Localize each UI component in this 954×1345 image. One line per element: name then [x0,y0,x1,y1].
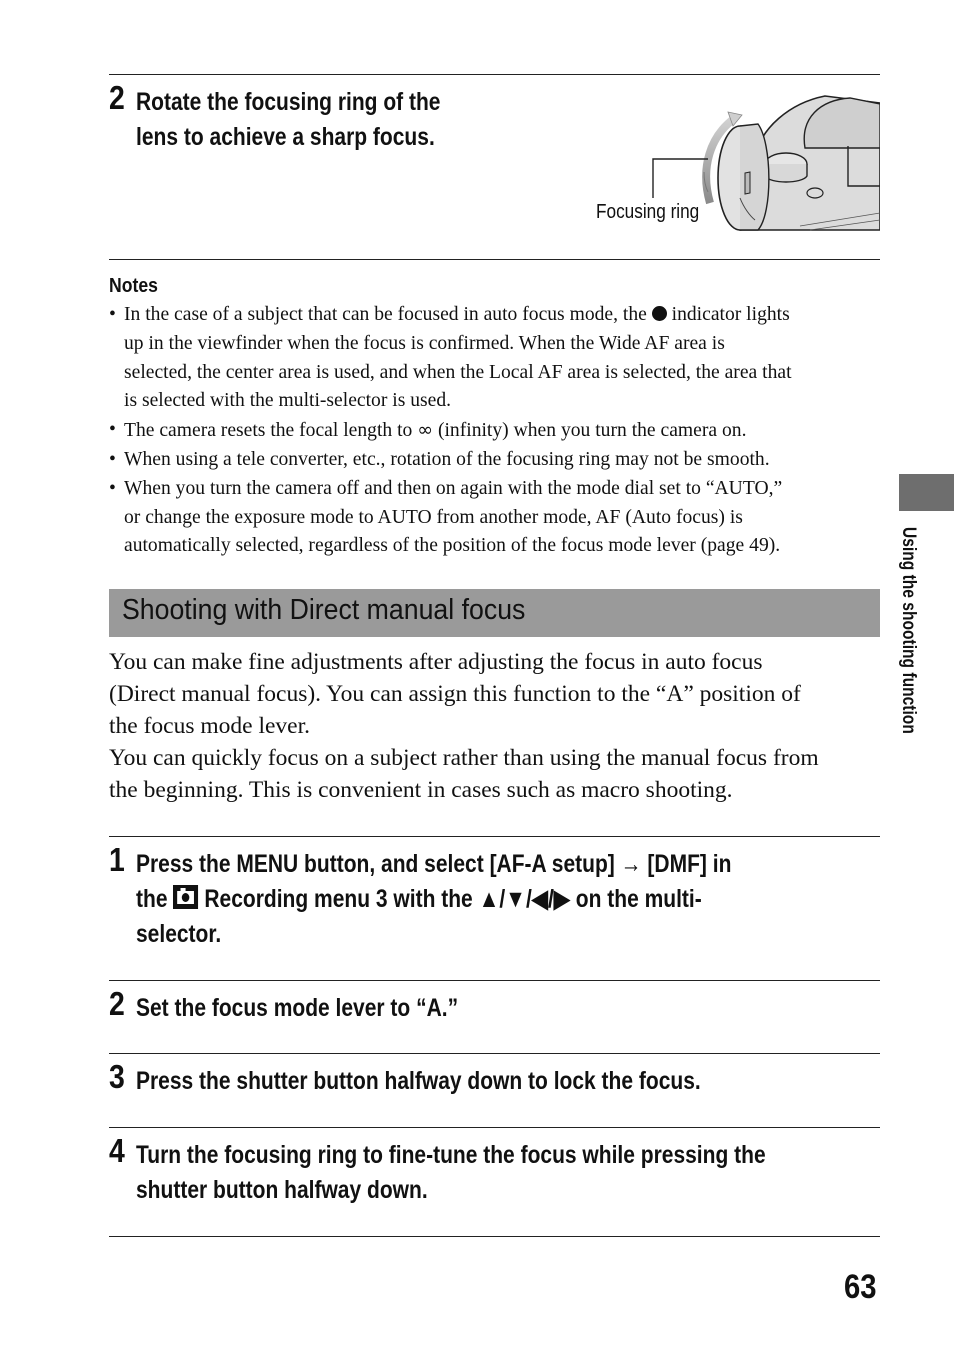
step-text-line1: Set the focus mode lever to “A.” [136,994,459,1022]
step-text-line3: selector. [136,920,222,948]
note-item [109,446,884,475]
step-number: 2 [109,985,125,1022]
paragraph-line: You can quickly focus on a subject rather than using the manual focus from [109,745,819,771]
step-divider [109,836,880,837]
step-number: 1 [109,841,125,878]
paragraph-line: the beginning. This is convenient in cases such as macro shooting. [109,777,733,803]
step-text-line1: Rotate the focusing ring of the [136,88,441,116]
section-title: Shooting with Direct manual focus [122,594,526,626]
step-text: the [136,885,174,913]
note-line [124,416,884,446]
step-number: 3 [109,1058,125,1095]
section-rule [109,259,880,260]
step-text-line1: Press the shutter button halfway down to lock the focus. [136,1067,701,1095]
note-item [109,416,884,446]
step-divider [109,1053,880,1054]
paragraph-line: the focus mode lever. [109,713,310,739]
top-rule [109,74,880,75]
note-line: up in the viewfinder when the focus is confirmed. When the Wide AF area is [124,332,725,354]
step-text-line1: Press the MENU button, and select [AF-A setup] → [DMF] in [136,850,732,878]
chapter-tab [899,474,954,511]
note-line: • When you turn the camera off and then on again with the mode dial set to “AUTO,” [124,477,783,499]
infinity-icon: ∞ [417,419,434,442]
note-text: In the case of a subject that can be focused in auto focus mode, the [124,304,652,325]
note-text: indicator lights [666,304,790,325]
note-text: (infinity) when you turn the camera on. [433,420,747,442]
note-line: automatically selected, regardless of the position of the focus mode lever (page 49). [124,535,781,557]
step-text-line2: shutter button halfway down. [136,1176,428,1204]
note-text: The camera resets the focal length to [124,420,418,442]
section-description [109,646,889,806]
note-line: • When using a tele converter, etc., rotation of the focusing ring may not be smooth. [124,448,770,470]
note-line: is selected with the multi-selector is used. [124,390,452,412]
note-line: selected, the center area is used, and when the Local AF area is selected, the area that [124,361,792,383]
note-line: or change the exposure mode to AUTO from another mode, AF (Auto focus) is [124,506,743,528]
step-divider [109,980,880,981]
bottom-rule [109,1236,880,1237]
step-number: 4 [109,1132,125,1169]
page-number: 63 [844,1268,877,1306]
step-text: Recording menu 3 with the ▲/▼/◀/▶ on the multi- [198,885,702,913]
note-item [109,475,884,561]
note-item [109,301,884,416]
chapter-side-label [895,527,919,827]
step-text-line2: lens to achieve a sharp focus. [136,123,435,151]
notes-title: Notes [109,275,158,297]
note-line [124,301,884,330]
step-number: 2 [109,79,125,116]
camera-icon [173,885,198,909]
chapter-label-text: Using the shooting function [898,527,919,734]
paragraph-line: (Direct manual focus). You can assign this function to the “A” position of [109,681,801,707]
focus-indicator-dot-icon [652,306,667,321]
step-divider [109,1127,880,1128]
section-header [109,589,880,637]
focusing-ring-label: Focusing ring [596,201,700,223]
step-text-line1: Turn the focusing ring to fine-tune the focus while pressing the [136,1141,766,1169]
notes-list [109,301,884,561]
paragraph-line: You can make fine adjustments after adjusting the focus in auto focus [109,649,763,675]
step-text-line2 [136,882,702,917]
